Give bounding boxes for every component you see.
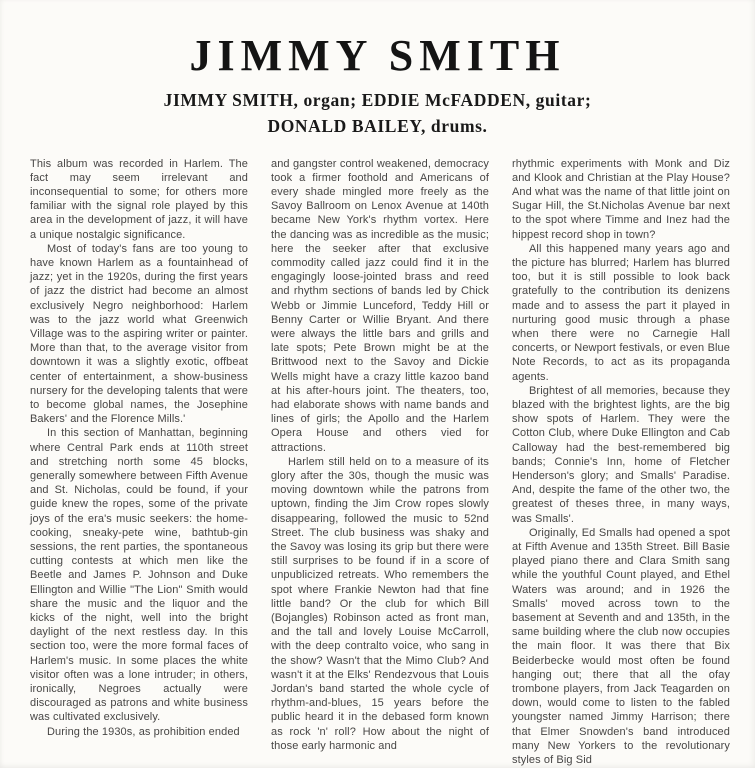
paragraph: All this happened many years ago and the picture has blurred; Harlem has blurred too, but it is still possible to look back gratefully to the contribution its denizens made and to assess the part it played in nurturing good music through a phase when there were no Carnegie Hall concerts, or Newport festivals, or even Blue Note Records, to act as its propaganda agents. xyxy=(512,242,730,383)
credits-line-1: JIMMY SMITH, organ; EDDIE McFADDEN, guitar; xyxy=(163,90,592,110)
paragraph: This album was recorded in Harlem. The fact may seem irrelevant and inconsequential to some; for others more familiar with the signal role played by this area in the development of jazz, it will have a unique nostalgic significance. xyxy=(30,157,248,241)
paragraph: Most of today's fans are too young to have known Harlem as a fountainhead of jazz; yet in the 1920s, during the first years of jazz the district had become an almost exclusively Negro neighborhood: Harlem was to the jazz world what Greenwich Village was to the aspiring writer or painter. More than that, to the average visitor from downtown it was a slightly exotic, offbeat center of entertainment, a show-business nursery for the developing talents that were to become global names, the Josephine Bakers' and the Florence Mills.' xyxy=(30,242,248,426)
text-column-3 xyxy=(512,157,730,768)
header xyxy=(0,0,755,140)
paragraph: During the 1930s, as prohibition ended xyxy=(47,725,240,738)
text-column-1 xyxy=(30,157,248,768)
paragraph: rhythmic experiments with Monk and Diz and Klook and Christian at the Play House? And what was the name of that little joint on Sugar Hill, the St.Nicholas Avenue bar next to the spot where Timme and Inez had the hippest record shop in town? xyxy=(512,157,730,241)
paragraph: Originally, Ed Smalls had opened a spot at Fifth Avenue and 135th Street. Bill Basie played piano there and Clara Smith sang while the youthful Count played, and Ethel Waters was around; and in 1926 the Smalls' moved across town to the basement at Seventh and and 135th, in the same building where the club now occupies the main floor. It was there that Bix Beiderbecke would most often be found hanging out; there that all the ofay trombone players, from Jack Teagarden on down, would come to listen to the fabled youngster named Jimmy Harrison; there that Elmer Snowden's band introduced many New Yorkers to the revolutionary styles of Big Sid xyxy=(512,526,730,767)
page-title: JIMMY SMITH xyxy=(189,31,566,80)
credits-line-2: DONALD BAILEY, drums. xyxy=(267,116,488,137)
paragraph: In this section of Manhattan, beginning where Central Park ends at 110th street and stretching north some 45 blocks, generally somewhere between Fifth Avenue and St. Nicholas, could be found, if your guide knew the ropes, some of the private joys of the era's music seekers: the home-cooking, sneaky-pete wine, bathtub-gin sessions, the rent parties, the spontaneous cutting contests at which men like the Beetle and James P. Johnson and Duke Ellington and Willie "The Lion" Smith would share the music and the liquor and the kicks of the night, well into the bright daylight of the next restless day. In this section too, were the more formal faces of Harlem's music. In some places the white visitor often was a lone intruder; in others, ironically, Negroes actually were discouraged as patrons and white business was cultivated exclusively. xyxy=(30,427,248,724)
paragraph: Harlem still held on to a measure of its glory after the 30s, though the music was moving downtown while the patrons from uptown, finding the Jim Crow ropes slowly disappearing, followed the music to 52nd Street. The club business was shaky and the Savoy was losing its grip but there were still surprises to be found if in a score of unpublicized retreats. Who remembers the spot where Frankie Newton had that fine little band? Or the club for which Bill (Bojangles) Robinson acted as front man, and the tall and lovely Louise McCarroll, with the deep contralto voice, who sang in the show? Wasn't that the Mimo Club? And wasn't it at the Elks' Rendezvous that Louis Jordan's band started the whole cycle of rhythm-and-blues, 15 years before the public heard it in the debased form known as rock 'n' roll? How about the night of those early harmonic and xyxy=(271,455,489,752)
paragraph: and gangster control weakened, democracy took a firmer foothold and Americans of every shade mingled more freely as the Savoy Ballroom on Lenox Avenue at 140th became New York's rhythm vortex. Here the dancing was as incredible as the music; here the seeker after that exclusive commodity called jazz could find it in the engagingly loose-jointed brass and reed and rhythm sections of bands led by Chick Webb or Jimmie Lunceford, Teddy Hill or Benny Carter or Willie Bryant. And there were always the little bars and grills and late spots; Pete Brown might be at the Brittwood next to the Savoy and Dickie Wells might have a crazy little kazoo band at his after-hours joint. The theaters, too, had elaborate shows with name bands and lines of girls; the Apollo and the Harlem Opera House and others vied for attractions. xyxy=(271,157,489,454)
liner-notes-body xyxy=(0,140,755,768)
paragraph: Brightest of all memories, because they blazed with the brightest lights, are the big show spots of Harlem. They were the Cotton Club, where Duke Ellington and Cab Calloway had the best-remembered big bands; Connie's Inn, home of Fletcher Henderson's glory; and Smalls' Paradise. And, despite the fame of the other two, the greatest of theses three, in many ways, was Smalls'. xyxy=(512,384,730,525)
text-column-2 xyxy=(271,157,489,768)
